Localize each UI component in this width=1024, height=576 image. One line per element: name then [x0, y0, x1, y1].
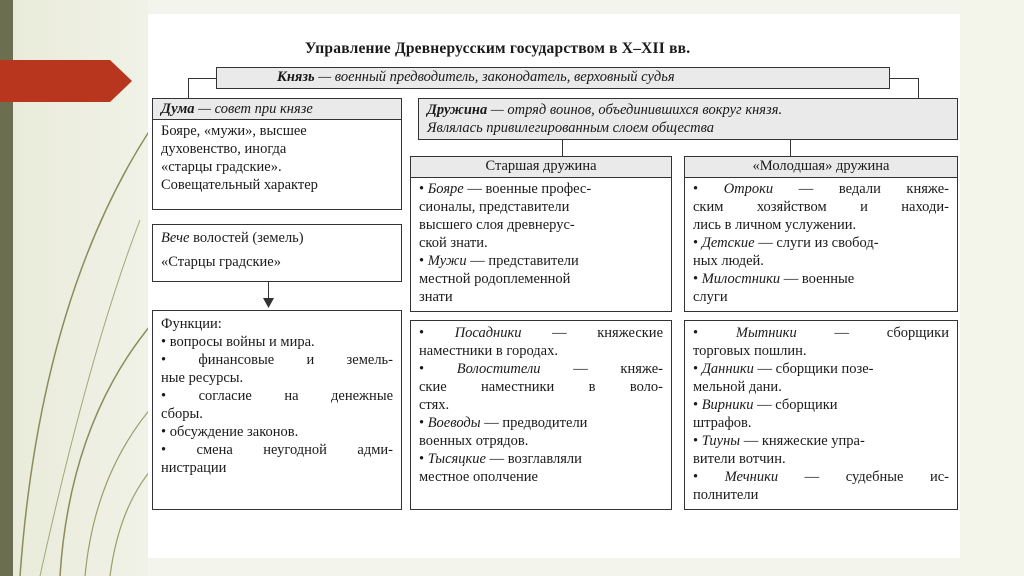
volostiteli-line: ские наместники в воло-: [419, 379, 663, 395]
muzhi-line: местной родоплеменной: [419, 271, 571, 287]
mechniki-line: полнители: [693, 487, 759, 503]
tysyatskie-line: местное ополчение: [419, 469, 538, 485]
veche-box: [152, 224, 402, 282]
tysyatskie-label: Тысяцкие: [427, 451, 486, 467]
otroki-label: Отроки: [723, 181, 774, 197]
posadniki-text: — княжеские: [521, 325, 664, 341]
milostniki-label: Милостники: [701, 271, 781, 287]
tiuny-line: вители вотчин.: [693, 451, 786, 467]
function-item: • вопросы войны и мира.: [161, 334, 315, 350]
duma-line: «старцы градские».: [161, 159, 282, 175]
arrow-down-icon: [263, 298, 274, 308]
voevody-label: Воеводы: [427, 415, 481, 431]
connector-line: [562, 140, 563, 156]
muzhi-text: — представители: [466, 253, 579, 269]
voevody-line: военных отрядов.: [419, 433, 529, 449]
muzhi-label: Мужи: [427, 253, 467, 269]
otroki-text: — ведали княже-: [773, 181, 949, 197]
volostiteli-text: — княже-: [540, 361, 663, 377]
volostiteli-line: стях.: [419, 397, 450, 413]
veche-line2: «Старцы градские»: [161, 254, 281, 270]
danniki-text: — сборщики позе-: [753, 361, 874, 377]
druzhina-line2: Являлась привилегированным слоем общества: [427, 120, 715, 136]
junior-druzhina-title: «Молодшая» дружина: [685, 157, 957, 178]
function-item: нистрации: [161, 460, 227, 476]
otroki-line: лись в личном услужении.: [693, 217, 857, 233]
mytniki-label: Мытники: [735, 325, 797, 341]
posadniki-label: Посадники: [454, 325, 522, 341]
functions-title: Функции:: [161, 316, 222, 332]
posadniki-line: наместники в городах.: [419, 343, 558, 359]
otroki-line: ским хозяйством и находи-: [693, 199, 949, 215]
diagram-title: Управление Древнерусским государством в X–XII вв.: [305, 40, 691, 57]
veche-label: Вече: [161, 230, 190, 246]
virniki-label: Вирники: [701, 397, 754, 413]
prince-description: — военный предводитель, законодатель, верховный судья: [314, 69, 675, 85]
boyare-line: сионалы, представители: [419, 199, 570, 215]
connector-line: [890, 78, 918, 79]
voevody-text: — предводители: [480, 415, 588, 431]
virniki-line: штрафов.: [693, 415, 752, 431]
mechniki-label: Мечники: [724, 469, 779, 485]
connector-line: [790, 140, 791, 156]
senior-druzhina-title: Старшая дружина: [411, 157, 671, 178]
functions-box: [152, 310, 402, 510]
red-arrow-icon: [0, 60, 132, 102]
detskie-label: Детские: [701, 235, 755, 251]
muzhi-line: знати: [419, 289, 453, 305]
danniki-label: Данники: [701, 361, 754, 377]
tysyatskie-text: — возглавляли: [485, 451, 582, 467]
virniki-text: — сборщики: [753, 397, 838, 413]
function-item: • финансовые и земель-: [161, 352, 393, 368]
function-item: сборы.: [161, 406, 203, 422]
danniki-line: мельной дани.: [693, 379, 782, 395]
connector-line: [188, 78, 216, 79]
tiuny-label: Тиуны: [701, 433, 741, 449]
detskie-text: — слуги из свобод-: [754, 235, 879, 251]
connector-line: [188, 78, 189, 98]
duma-line: Совещательный характер: [161, 177, 318, 193]
officials-left-box: • Посадники — княжеские наместники в городах. • Волостители — княже- ские наместники в воло- стях. • Воеводы — предводители военных отрядов. • Тысяцкие — возглавляли местное ополчение: [410, 320, 672, 510]
mechniki-text: — судебные ис-: [778, 469, 950, 485]
detskie-line: ных людей.: [693, 253, 764, 269]
junior-druzhina-box: «Молодшая» дружина • Отроки — ведали княже- ским хозяйством и находи- лись в личном услужении. • Детские — слуги из свобод- ных людей. • Милостники — военные слуги: [684, 156, 958, 312]
milostniki-line: слуги: [693, 289, 728, 305]
boyare-text: — военные профес-: [463, 181, 592, 197]
function-item: • согласие на денежные: [161, 388, 393, 404]
function-item: • смена неугодной адми-: [161, 442, 393, 458]
volostiteli-label: Волостители: [456, 361, 541, 377]
duma-box: [152, 98, 402, 210]
connector-line: [918, 78, 919, 98]
function-item: ные ресурсы.: [161, 370, 244, 386]
boyare-label: Бояре: [427, 181, 464, 197]
function-item: • обсуждение законов.: [161, 424, 299, 440]
veche-description: волостей (земель): [189, 230, 304, 246]
officials-right-box: • Мытники — сборщики торговых пошлин. • Данники — сборщики позе- мельной дани. • Вирники — сборщики штрафов. • Тиуны — княжеские упра- вители вотчин. • Мечники — судебные ис- полнители: [684, 320, 958, 510]
druzhina-box: [418, 98, 958, 140]
milostniki-text: — военные: [780, 271, 855, 287]
prince-box: [216, 67, 890, 89]
duma-line: духовенство, иногда: [161, 141, 287, 157]
druzhina-description: — отряд воинов, объединившихся вокруг князя.: [487, 102, 783, 118]
tiuny-text: — княжеские упра-: [740, 433, 865, 449]
senior-druzhina-box: Старшая дружина • Бояре — военные профес- сионалы, представители высшего слоя древнерус- ской знати. • Мужи — представители местной родоплеменной знати: [410, 156, 672, 312]
duma-header: — совет при князе: [194, 101, 313, 117]
boyare-line: высшего слоя древнерус-: [419, 217, 575, 233]
prince-label: Князь: [277, 69, 315, 85]
mytniki-text: — сборщики: [796, 325, 949, 341]
right-background: [960, 0, 1024, 576]
druzhina-label: Дружина: [427, 102, 488, 118]
duma-line: Бояре, «мужи», высшее: [161, 123, 307, 139]
boyare-line: ской знати.: [419, 235, 488, 251]
mytniki-line: торговых пошлин.: [693, 343, 807, 359]
duma-label: Дума: [161, 101, 195, 117]
